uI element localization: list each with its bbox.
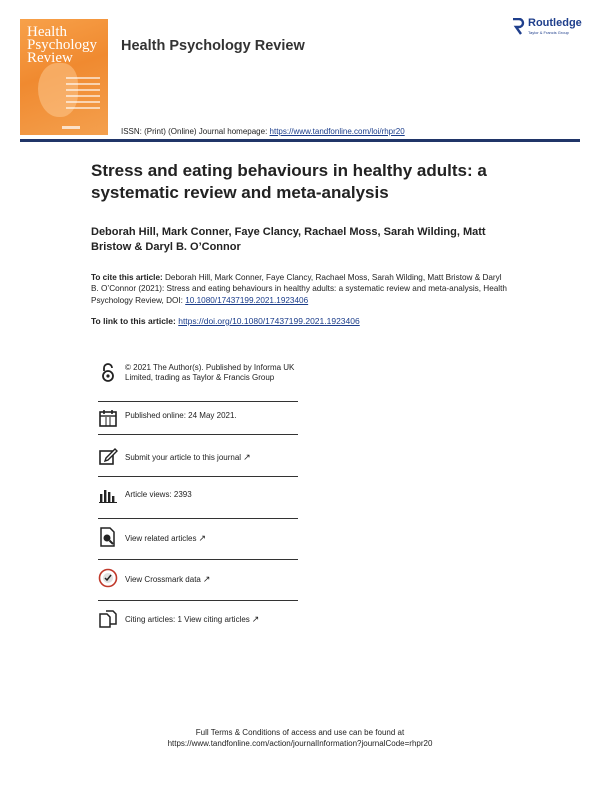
divider (98, 600, 298, 601)
publisher-name: Routledge (528, 17, 582, 29)
issn-line (121, 127, 405, 136)
footer-terms-text: Full Terms & Conditions of access and use can be found at (195, 728, 405, 737)
cover-publisher-mark (62, 126, 80, 129)
footer-terms-link[interactable]: https://www.tandfonline.com/action/journalInformation?journalCode=rhpr20 (167, 739, 433, 748)
article-link-line (91, 316, 360, 326)
external-link-icon: ↗ (243, 452, 251, 462)
submit-item[interactable] (98, 446, 298, 466)
open-access-icon (98, 363, 118, 383)
cover-title-line: Review (27, 50, 73, 66)
routledge-logo[interactable] (512, 17, 592, 39)
issn-text: ISSN: (Print) (Online) Journal homepage: (121, 127, 270, 136)
external-link-icon: ↗ (198, 533, 206, 543)
article-views: Article views: 2393 (125, 490, 192, 499)
article-title: Stress and eating behaviours in healthy adults: a systematic review and meta-analysis (91, 161, 487, 202)
views-item (98, 484, 298, 504)
cover-title-line: Psychology (27, 37, 98, 53)
divider (98, 434, 298, 435)
article-link-label: To link to this article: (91, 316, 179, 326)
divider (98, 518, 298, 519)
citing-articles-icon (98, 609, 118, 629)
citing-item[interactable] (98, 609, 298, 629)
article-authors: Deborah Hill, Mark Conner, Faye Clancy, Rachael Moss, Sarah Wilding, Matt Bristow & Daryl B. O’Connor (91, 226, 486, 253)
divider (98, 401, 298, 402)
publisher-tagline: Taylor & Francis Group (528, 30, 569, 35)
related-articles-link[interactable] (125, 533, 300, 544)
cover-text-lines (66, 77, 100, 113)
crossmark-item[interactable] (98, 568, 298, 588)
document-search-icon (98, 527, 118, 547)
related-text: View related articles (125, 534, 197, 543)
citing-articles-link[interactable] (125, 614, 300, 625)
citation-block (91, 272, 511, 306)
bar-chart-icon (98, 484, 118, 504)
routledge-mark-icon (512, 18, 525, 35)
calendar-icon (98, 408, 118, 428)
related-item[interactable] (98, 527, 298, 547)
citation-text: Deborah Hill, Mark Conner, Faye Clancy, Rachael Moss, Sarah Wilding, Matt Bristow & Daryl B. O’Connor (2021): Stress and eating behaviours in healthy adults: a systematic review and meta-analysis, Health Psychology Review, DOI: (91, 273, 507, 305)
submit-text: Submit your article to this journal (125, 453, 242, 462)
license-text: © 2021 The Author(s). Published by Informa UK Limited, trading as Taylor & Francis Group (125, 363, 295, 382)
header-divider (20, 139, 580, 142)
crossmark-text: View Crossmark data (125, 575, 201, 584)
crossmark-link[interactable] (125, 574, 300, 585)
journal-cover-image (20, 19, 108, 135)
divider (98, 476, 298, 477)
submit-link[interactable] (125, 452, 300, 463)
license-item (98, 363, 298, 397)
edit-icon (98, 446, 118, 466)
citing-text: Citing articles: 1 View citing articles (125, 615, 250, 624)
cover-title-line: Health (27, 24, 67, 40)
footer (0, 727, 600, 749)
published-date: Published online: 24 May 2021. (125, 411, 237, 420)
external-link-icon: ↗ (202, 574, 211, 584)
divider (98, 559, 298, 560)
citation-label: To cite this article: (91, 273, 163, 282)
journal-homepage-link[interactable]: https://www.tandfonline.com/loi/rhpr20 (269, 127, 405, 136)
article-link[interactable]: https://doi.org/10.1080/17437199.2021.1923406 (178, 316, 360, 326)
external-link-icon: ↗ (251, 614, 260, 624)
journal-name: Health Psychology Review (121, 38, 305, 54)
doi-link[interactable]: 10.1080/17437199.2021.1923406 (185, 295, 309, 305)
published-item (98, 408, 298, 428)
crossmark-icon (98, 568, 118, 588)
cover-title (27, 26, 97, 65)
